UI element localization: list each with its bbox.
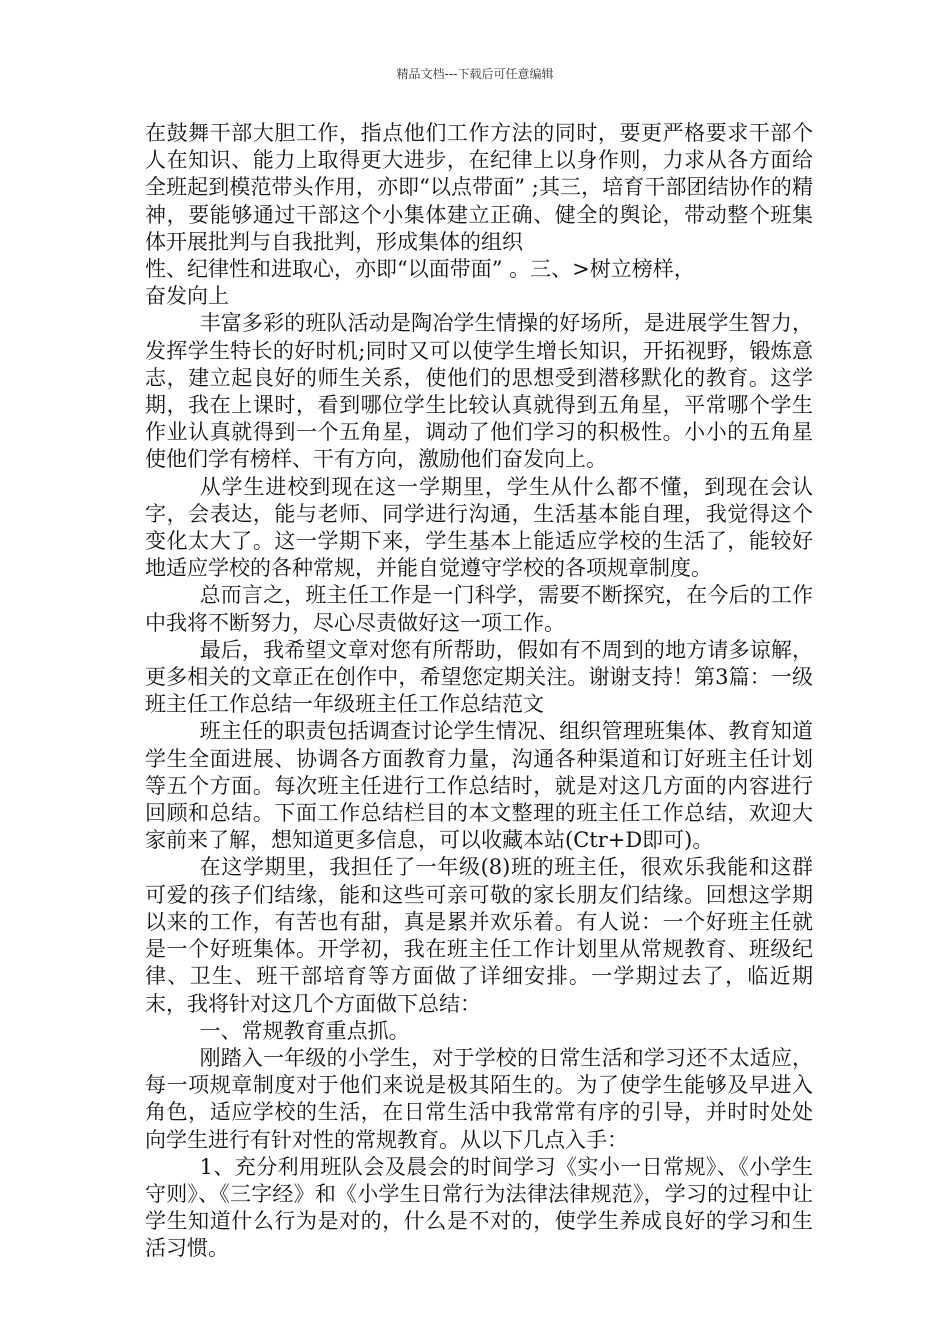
paragraph: 在鼓舞干部大胆工作，指点他们工作方法的同时，要更严格要求干部个人在知识、能力上取得更大进步，在纪律上以身作则，力求从各方面给全班起到模范带头作用，亦即“以点带面” ;其三，培育干部团结协作的精神，要能够通过干部这个小集体建立正确、健全的舆论，带动整个班集体开展批判与自我批判，形成集体的组织 bbox=[145, 121, 813, 254]
paragraph: 从学生进校到现在这一学期里，学生从什么都不懂，到现在会认字，会表达，能与老师、同学进行沟通，生活基本能自理，我觉得这个变化太大了。这一学期下来，学生基本上能适应学校的生活了，能较好地适应学校的各种常规，并能自觉遵守学校的各项规章制度。 bbox=[145, 474, 813, 581]
paragraph: 在这学期里，我担任了一年级(8)班的班主任，很欢乐我能和这群可爱的孩子们结缘，能和这些可亲可敬的家长朋友们结缘。回想这学期以来的工作，有苦也有甜，真是累并欢乐着。有人说：一个好班主任就是一个好班集体。开学初，我在班主任工作计划里从常规教育、班级纪律、卫生、班干部培育等方面做了详细安排。一学期过去了，临近期末，我将针对这几个方面做下总结： bbox=[145, 855, 813, 1016]
document-body bbox=[145, 120, 813, 1263]
paragraph: 总而言之，班主任工作是一门科学，需要不断探究，在今后的工作中我将不断努力，尽心尽责做好这一项工作。 bbox=[145, 583, 813, 635]
paragraph: 刚踏入一年级的小学生，对于学校的日常生活和学习还不太适应，每一项规章制度对于他们来说是极其陌生的。为了使学生能够及早进入角色，适应学校的生活，在日常生活中我常常有序的引导，并时时处处向学生进行有针对性的常规教育。从以下几点入手： bbox=[145, 1045, 813, 1152]
page-header: 精品文档---下载后可任意编辑 bbox=[396, 67, 554, 81]
paragraph: 奋发向上 bbox=[145, 284, 229, 309]
paragraph: 性、纪律性和进取心，亦即“以面带面” 。三、>树立榜样， bbox=[145, 257, 695, 282]
paragraph: 最后，我希望文章对您有所帮助，假如有不周到的地方请多谅解，更多相关的文章正在创作中，希望您定期关注。谢谢支持！第3篇：一级班主任工作总结一年级班主任工作总结范文 bbox=[145, 637, 813, 717]
paragraph: 班主任的职责包括调查讨论学生情况、组织管理班集体、教育知道学生全面进展、协调各方面教育力量，沟通各种渠道和订好班主任计划等五个方面。每次班主任进行工作总结时，就是对这几方面的内容进行回顾和总结。下面工作总结栏目的本文整理的班主任工作总结，欢迎大家前来了解，想知道更多信息，可以收藏本站(Ctr+D即可)。 bbox=[145, 719, 813, 853]
paragraph: 丰富多彩的班队活动是陶冶学生情操的好场所，是进展学生智力，发挥学生特长的好时机;同时又可以使学生增长知识，开拓视野，锻炼意志，建立起良好的师生关系，使他们的思想受到潜移默化的教育。这学期，我在上课时，看到哪位学生比较认真就得到五角星，平常哪个学生作业认真就得到一个五角星，调动了他们学习的积极性。小小的五角星使他们学有榜样、干有方向，激励他们奋发向上。 bbox=[145, 311, 813, 472]
paragraph: 1、充分利用班队会及晨会的时间学习《实小一日常规》、《小学生守则》、《三字经》和《小学生日常行为法律法律规范》，学习的过程中让学生知道什么行为是对的，什么是不对的，使学生养成良好的学习和生活习惯。 bbox=[145, 1154, 813, 1261]
section-heading: 一、常规教育重点抓。 bbox=[199, 1018, 410, 1043]
